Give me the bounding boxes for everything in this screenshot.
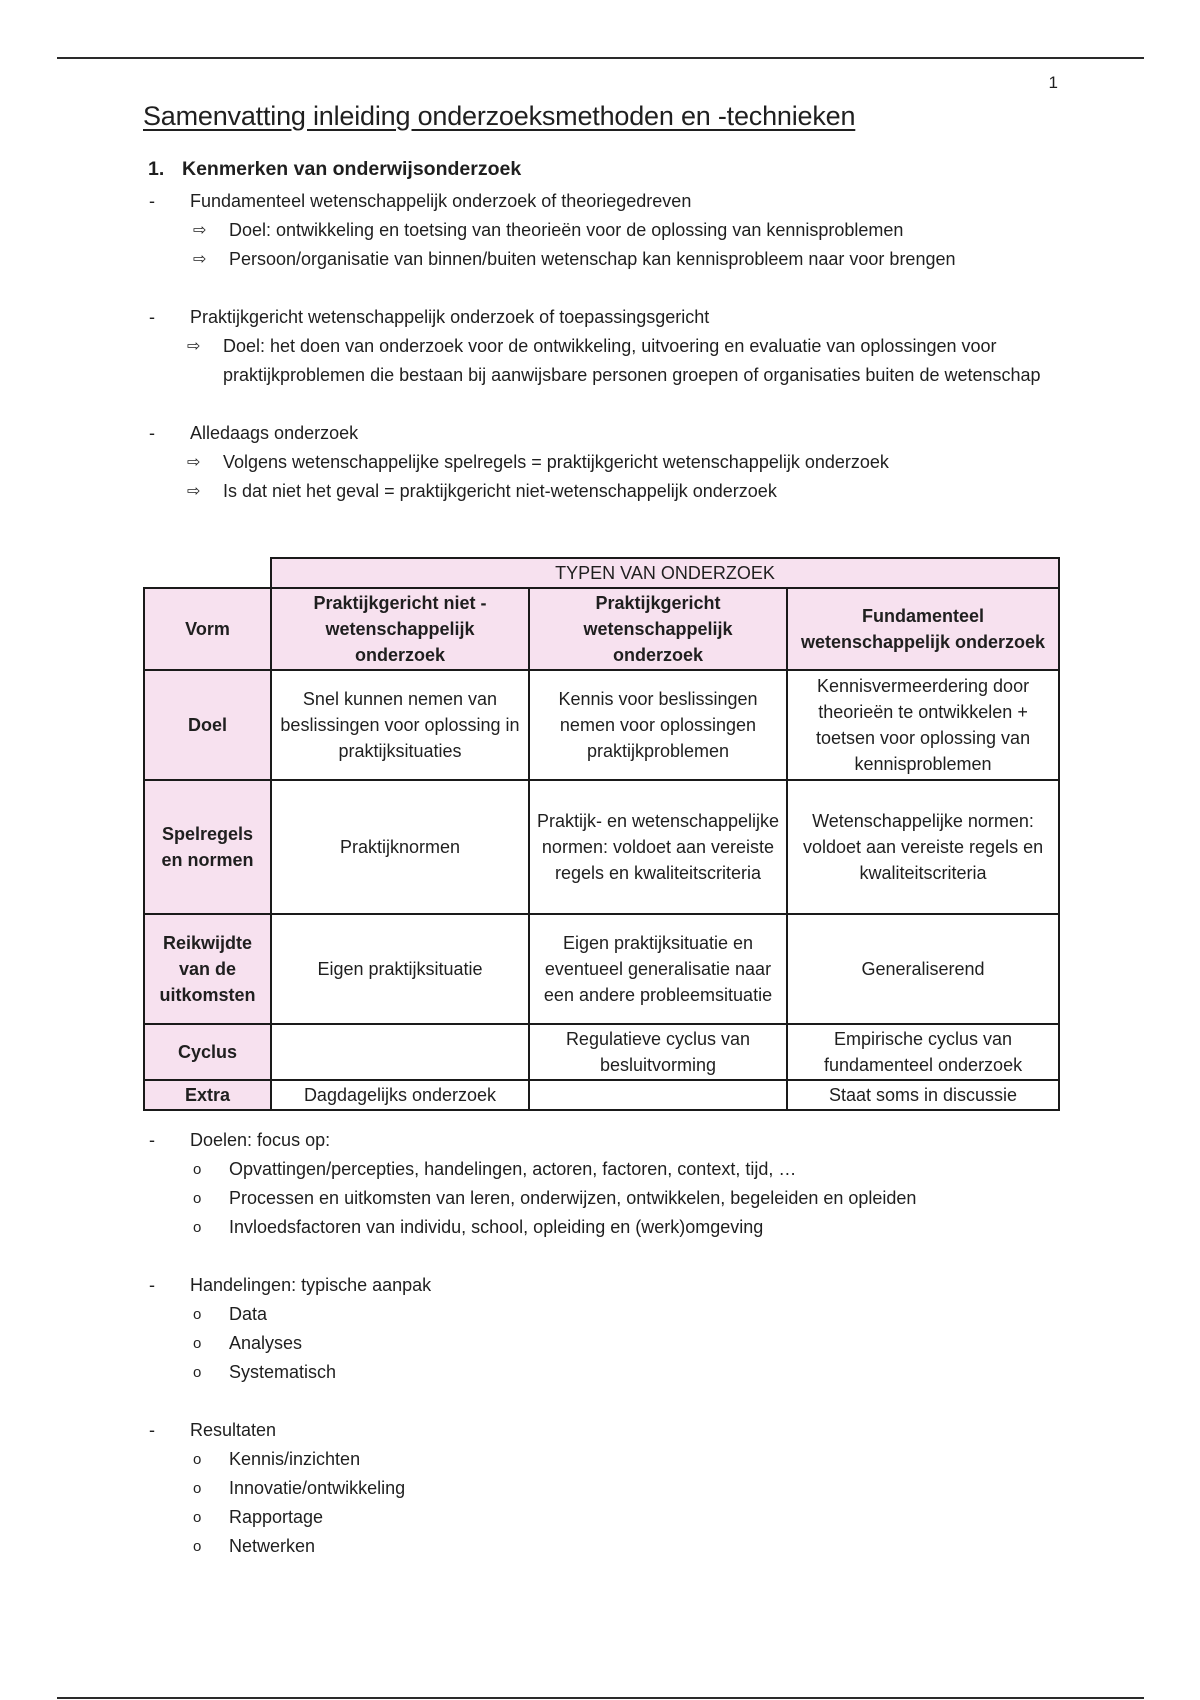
sub-list (145, 448, 1065, 506)
table-row (144, 914, 1059, 1024)
list-item-text: Handelingen: typische aanpak (190, 1275, 432, 1295)
table-cell: Empirische cyclus van fundamenteel onderzoek (787, 1024, 1059, 1080)
sub-list-item (145, 1155, 1065, 1184)
table-cell: Dagdagelijks onderzoek (271, 1080, 529, 1110)
list-item (145, 1126, 1065, 1155)
arrow-icon: ⇨ (187, 338, 201, 355)
table-row (144, 1024, 1059, 1080)
list-item-text: Fundamenteel wetenschappelijk onderzoek of theoriegedreven (190, 191, 692, 211)
sub-list (145, 1300, 1065, 1387)
circle-bullet-icon: o (193, 1451, 202, 1468)
dash-bullet: - (149, 307, 155, 327)
sub-item-text: Innovatie/ontwikkeling (229, 1478, 406, 1498)
sub-list-item (145, 1329, 1065, 1358)
sub-list-item (145, 1358, 1065, 1387)
section-kenmerken (145, 158, 1065, 506)
sub-item-text: Kennis/inzichten (229, 1449, 361, 1469)
table-row (144, 780, 1059, 914)
sub-list-item (145, 1532, 1065, 1561)
section-lists (145, 1126, 1065, 1561)
list-item (145, 187, 1065, 216)
table-caption-row (144, 558, 1059, 588)
row-label: Vorm (144, 588, 271, 670)
list-item-text: Resultaten (190, 1420, 277, 1440)
circle-bullet-icon: o (193, 1538, 202, 1555)
table-cell: Eigen praktijksituatie (271, 914, 529, 1024)
header-rule (57, 57, 1144, 59)
sub-list (145, 1155, 1065, 1242)
row-label: Extra (144, 1080, 271, 1110)
table-cell: Staat soms in discussie (787, 1080, 1059, 1110)
arrow-icon: ⇨ (193, 222, 207, 239)
sub-item-text: Systematisch (229, 1362, 337, 1382)
table-header-row (144, 588, 1059, 670)
sub-item-text: Is dat niet het geval = praktijkgericht niet-wetenschappelijk onderzoek (223, 481, 777, 501)
footer-rule (57, 1697, 1144, 1699)
arrow-icon: ⇨ (187, 483, 201, 500)
dash-bullet: - (149, 423, 155, 443)
dash-bullet: - (149, 1420, 155, 1440)
list-item (145, 1271, 1065, 1300)
sub-item-text: Doel: het doen van onderzoek voor de ontwikkeling, uitvoering en evaluatie van oplossingen voor praktijkproblemen die bestaan bij aanwijsbare personen groepen of organisaties buiten de wetenschap (223, 336, 1041, 385)
sub-list (145, 332, 1065, 390)
sub-list-item (145, 1503, 1065, 1532)
circle-bullet-icon: o (193, 1219, 202, 1236)
table-cell: Kennis voor beslissingen nemen voor oplossingen praktijkproblemen (529, 670, 787, 780)
table-cell: Regulatieve cyclus van besluitvorming (529, 1024, 787, 1080)
row-label: Spelregels en normen (144, 780, 271, 914)
row-label: Cyclus (144, 1024, 271, 1080)
dash-bullet: - (149, 1275, 155, 1295)
row-label: Reikwijdte van de uitkomsten (144, 914, 271, 1024)
list-item (145, 419, 1065, 448)
sub-item-text: Doel: ontwikkeling en toetsing van theorieën voor de oplossing van kennisproblemen (229, 220, 904, 240)
sub-list-item (145, 477, 1065, 506)
circle-bullet-icon: o (193, 1306, 202, 1323)
sub-item-text: Processen en uitkomsten van leren, onderwijzen, ontwikkelen, begeleiden en opleiden (229, 1188, 917, 1208)
table-cell: Generaliserend (787, 914, 1059, 1024)
list-item-text: Alledaags onderzoek (190, 423, 359, 443)
sub-list (145, 216, 1065, 274)
list-item (145, 1416, 1065, 1445)
table-cell: Snel kunnen nemen van beslissingen voor oplossing in praktijksituaties (271, 670, 529, 780)
document-title: Samenvatting inleiding onderzoeksmethoden en -technieken (143, 101, 856, 131)
sub-item-text: Data (229, 1304, 268, 1324)
column-header: Praktijkgericht niet - wetenschappelijk onderzoek (271, 588, 529, 670)
list-item (145, 303, 1065, 332)
sub-item-text: Opvattingen/percepties, handelingen, actoren, factoren, context, tijd, … (229, 1159, 797, 1179)
circle-bullet-icon: o (193, 1480, 202, 1497)
dash-bullet: - (149, 1130, 155, 1150)
table-row (144, 670, 1059, 780)
sub-list-item (145, 332, 1065, 390)
research-types-table (143, 557, 1060, 1111)
sub-item-text: Volgens wetenschappelijke spelregels = praktijkgericht wetenschappelijk onderzoek (223, 452, 889, 472)
page-number: 1 (1048, 73, 1058, 92)
sub-list-item (145, 448, 1065, 477)
sub-list-item (145, 1474, 1065, 1503)
sub-item-text: Persoon/organisatie van binnen/buiten wetenschap kan kennisprobleem naar voor brengen (229, 249, 956, 269)
arrow-icon: ⇨ (187, 454, 201, 471)
sub-list-item (145, 245, 1065, 274)
table-row (144, 1080, 1059, 1110)
sub-list (145, 1445, 1065, 1561)
circle-bullet-icon: o (193, 1509, 202, 1526)
section-title: Kenmerken van onderwijsonderzoek (182, 158, 522, 180)
section-number: 1. (148, 158, 165, 180)
circle-bullet-icon: o (193, 1364, 202, 1381)
circle-bullet-icon: o (193, 1190, 202, 1207)
dash-bullet: - (149, 191, 155, 211)
list-item-text: Doelen: focus op: (190, 1130, 331, 1150)
sub-item-text: Rapportage (229, 1507, 324, 1527)
column-header: Praktijkgericht wetenschappelijk onderzoek (529, 588, 787, 670)
table-cell: Praktijk- en wetenschappelijke normen: voldoet aan vereiste regels en kwaliteitscriteria (529, 780, 787, 914)
column-header: Fundamenteel wetenschappelijk onderzoek (787, 588, 1059, 670)
table-cell: Eigen praktijksituatie en eventueel generalisatie naar een andere probleemsituatie (529, 914, 787, 1024)
section-heading (148, 158, 1065, 181)
sub-item-text: Invloedsfactoren van individu, school, opleiding en (werk)omgeving (229, 1217, 764, 1237)
sub-item-text: Netwerken (229, 1536, 316, 1556)
table-cell: Wetenschappelijke normen: voldoet aan vereiste regels en kwaliteitscriteria (787, 780, 1059, 914)
table-cell (529, 1080, 787, 1110)
circle-bullet-icon: o (193, 1335, 202, 1352)
sub-list-item (145, 216, 1065, 245)
table-cell: Praktijknormen (271, 780, 529, 914)
table-cell: Kennisvermeerdering door theorieën te ontwikkelen + toetsen voor oplossing van kennisproblemen (787, 670, 1059, 780)
row-label: Doel (144, 670, 271, 780)
sub-list-item (145, 1213, 1065, 1242)
sub-list-item (145, 1184, 1065, 1213)
table-cell (271, 1024, 529, 1080)
sub-item-text: Analyses (229, 1333, 303, 1353)
circle-bullet-icon: o (193, 1161, 202, 1178)
sub-list-item (145, 1445, 1065, 1474)
list-item-text: Praktijkgericht wetenschappelijk onderzoek of toepassingsgericht (190, 307, 710, 327)
arrow-icon: ⇨ (193, 251, 207, 268)
sub-list-item (145, 1300, 1065, 1329)
table-caption: TYPEN VAN ONDERZOEK (271, 558, 1059, 588)
